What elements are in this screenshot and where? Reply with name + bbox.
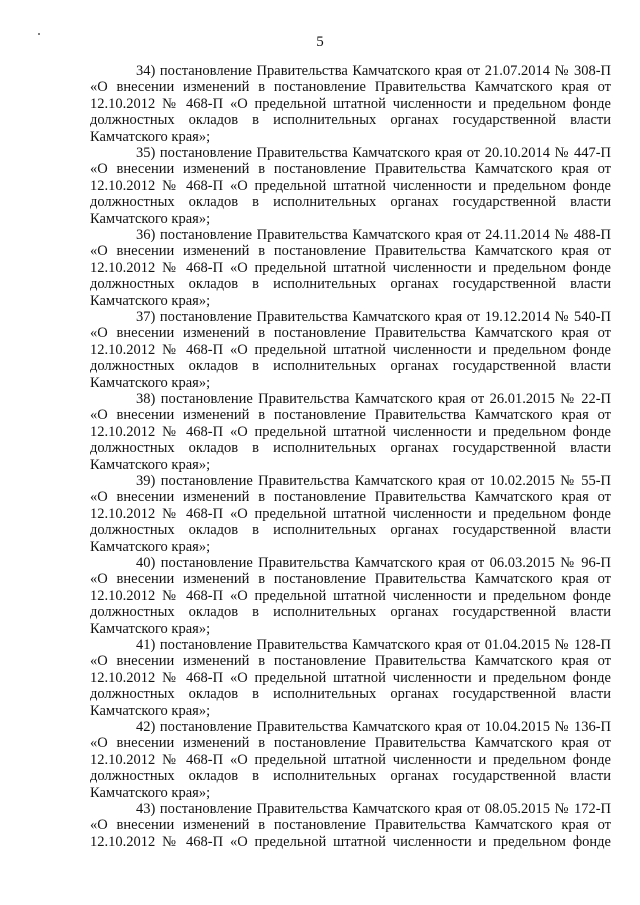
item-line: 42) постановление Правительства Камчатского края от 10.04.2015 № 136-П [136,719,611,735]
item-line: Камчатского края»; [90,784,211,801]
list-item [90,391,611,473]
item-line: Камчатского края»; [90,538,211,555]
item-line: «О внесении изменений в постановление Правительства Камчатского края от [90,735,611,752]
item-line: 43) постановление Правительства Камчатского края от 08.05.2015 № 172-П [136,801,611,817]
list-item [90,145,611,227]
item-line: 12.10.2012 № 468-П «О предельной штатной численности и предельном фонде [90,341,611,358]
page-number: 5 [316,34,324,50]
item-line: «О внесении изменений в постановление Правительства Камчатского края от [90,489,611,506]
item-line: 12.10.2012 № 468-П «О предельной штатной численности и предельном фонде [90,177,611,194]
list-item [90,555,611,637]
item-line: Камчатского края»; [90,456,211,473]
item-line: должностных окладов в исполнительных органах государственной власти [90,768,611,785]
item-line: должностных окладов в исполнительных органах государственной власти [90,686,611,703]
item-line: Камчатского края»; [90,620,211,637]
list-item [90,473,611,555]
item-line: 12.10.2012 № 468-П «О предельной штатной численности и предельном фонде [90,833,611,850]
item-line: должностных окладов в исполнительных органах государственной власти [90,194,611,211]
item-line: 35) постановление Правительства Камчатского края от 20.10.2014 № 447-П [136,145,611,161]
item-line: 39) постановление Правительства Камчатского края от 10.02.2015 № 55-П [136,473,611,489]
item-line: должностных окладов в исполнительных органах государственной власти [90,112,611,129]
item-line: 12.10.2012 № 468-П «О предельной штатной численности и предельном фонде [90,669,611,686]
item-line: 12.10.2012 № 468-П «О предельной штатной численности и предельном фонде [90,587,611,604]
item-line: «О внесении изменений в постановление Правительства Камчатского края от [90,325,611,342]
item-line: 41) постановление Правительства Камчатского края от 01.04.2015 № 128-П [136,637,611,653]
decree-list [90,63,611,853]
list-item [90,637,611,719]
item-line: «О внесении изменений в постановление Правительства Камчатского края от [90,653,611,670]
item-line: «О внесении изменений в постановление Правительства Камчатского края от [90,571,611,588]
list-item [90,801,611,853]
list-item [90,227,611,309]
item-line: 40) постановление Правительства Камчатского края от 06.03.2015 № 96-П [136,555,611,571]
item-line: «О внесении изменений в постановление Правительства Камчатского края от [90,79,611,96]
item-line: «О внесении изменений в постановление Правительства Камчатского края от [90,407,611,424]
item-line: 36) постановление Правительства Камчатского края от 24.11.2014 № 488-П [136,227,611,243]
item-line: «О внесении изменений в постановление Правительства Камчатского края от [90,817,611,834]
item-line: 12.10.2012 № 468-П «О предельной штатной численности и предельном фонде [90,259,611,276]
item-line: Камчатского края»; [90,210,211,227]
item-line: 12.10.2012 № 468-П «О предельной штатной численности и предельном фонде [90,95,611,112]
item-line: 34) постановление Правительства Камчатского края от 21.07.2014 № 308-П [136,63,611,79]
item-line: Камчатского края»; [90,374,211,391]
item-line: Камчатского края»; [90,702,211,719]
item-line: «О внесении изменений в постановление Правительства Камчатского края от [90,161,611,178]
item-line: должностных окладов в исполнительных органах государственной власти [90,522,611,539]
item-line: 38) постановление Правительства Камчатского края от 26.01.2015 № 22-П [136,391,611,407]
list-item [90,719,611,801]
item-line: «О внесении изменений в постановление Правительства Камчатского края от [90,243,611,260]
item-line: 12.10.2012 № 468-П «О предельной штатной численности и предельном фонде [90,423,611,440]
list-item [90,63,611,145]
item-line: 12.10.2012 № 468-П «О предельной штатной численности и предельном фонде [90,751,611,768]
item-line: 37) постановление Правительства Камчатского края от 19.12.2014 № 540-П [136,309,611,325]
list-item [90,309,611,391]
item-line: должностных окладов в исполнительных органах государственной власти [90,440,611,457]
item-line: должностных окладов в исполнительных органах государственной власти [90,358,611,375]
item-line: должностных окладов в исполнительных органах государственной власти [90,276,611,293]
item-line: Камчатского края»; [90,292,211,309]
item-line: 12.10.2012 № 468-П «О предельной штатной численности и предельном фонде [90,505,611,522]
item-line: должностных окладов в исполнительных органах государственной власти [90,604,611,621]
item-line: Камчатского края»; [90,128,211,145]
